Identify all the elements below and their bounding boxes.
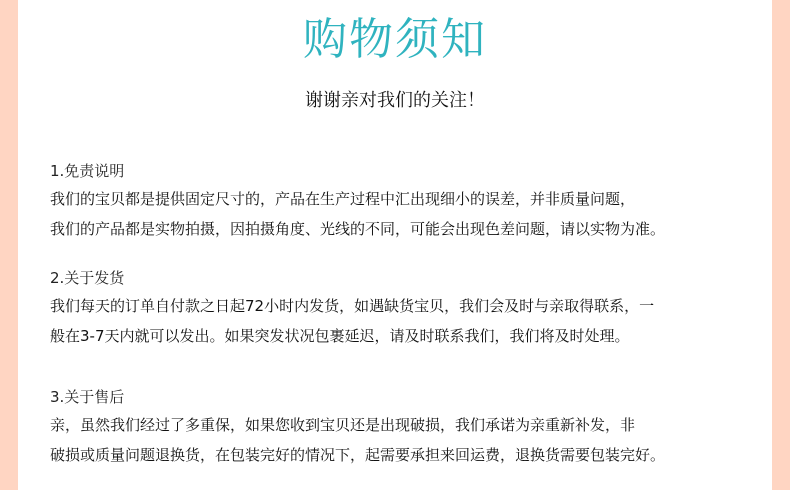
- page-title: 购物须知: [303, 14, 487, 65]
- section-line: 我们的宝贝都是提供固定尺寸的，产品在生产过程中汇出现细小的误差，并非质量问题，: [50, 190, 636, 208]
- right-decorative-border: [772, 0, 790, 490]
- left-decorative-border: [0, 0, 18, 490]
- section-line: 破损或质量问题退换货，在包装完好的情况下，起需要承担来回运费，退换货需要包装完好。: [50, 446, 666, 464]
- section-line: 我们每天的订单自付款之日起72小时内发货，如遇缺货宝贝，我们会及时与亲取得联系，一: [50, 297, 655, 315]
- section-line: 亲，虽然我们经过了多重保，如果您收到宝贝还是出现破损，我们承诺为亲重新补发，非: [50, 416, 636, 434]
- section-line: 般在3-7天内就可以发出。如果突发状况包裹延迟，请及时联系我们，我们将及时处理。: [50, 327, 630, 345]
- section-heading: 2.关于发货: [50, 269, 125, 287]
- section-heading: 1.免责说明: [50, 162, 125, 180]
- notice-content: [18, 0, 772, 490]
- section-shipping: [50, 268, 772, 346]
- section-line: 我们的产品都是实物拍摄，因拍摄角度、光线的不同，可能会出现色差问题，请以实物为准。: [50, 220, 666, 238]
- section-disclaimer: [50, 161, 772, 239]
- section-heading: 3.关于售后: [50, 388, 125, 406]
- section-after-sales: [50, 387, 772, 465]
- page-subtitle: 谢谢亲对我们的关注！: [305, 90, 485, 111]
